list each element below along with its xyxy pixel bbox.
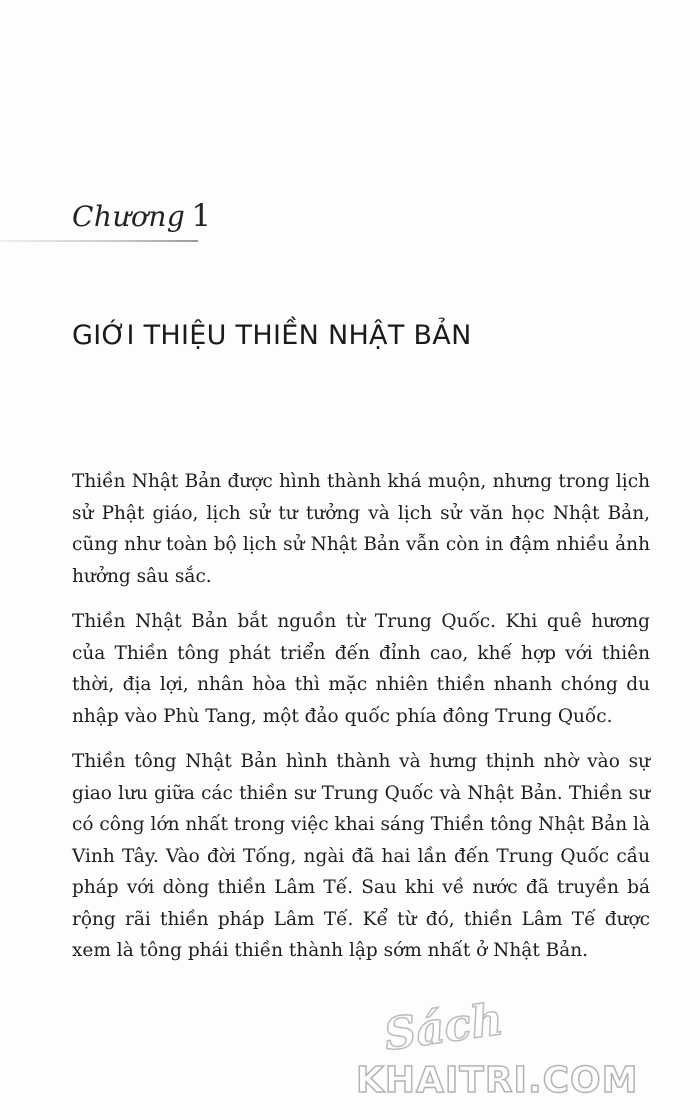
body-text <box>72 466 650 981</box>
watermark-logo <box>356 993 686 1112</box>
paragraph-2: Thiền Nhật Bản bắt nguồn từ Trung Quốc. Khi quê hương của Thiền tông phát triển đến đỉnh cao, khế hợp với thiên thời, địa lợi, nhân hòa thì mặc nhiên thiền nhanh chóng du nhập vào Phù Tang, một đảo quốc phía đông Trung Quốc. <box>72 611 650 727</box>
watermark-script: Sách <box>381 993 507 1062</box>
paragraph-3: Thiền tông Nhật Bản hình thành và hưng thịnh nhờ vào sự giao lưu giữa các thiền sư Trung Quốc và Nhật Bản. Thiền sư có công lớn nhất trong việc khai sáng Thiền tông Nhật Bản là Vinh Tây. Vào đời Tống, ngài đã hai lần đến Trung Quốc cầu pháp với dòng thiền Lâm Tế. Sau khi về nước đã truyền bá rộng rãi thiền pháp Lâm Tế. Kể từ đó, thiền Lâm Tế được xem là tông phái thiền thành lập sớm nhất ở Nhật Bản. <box>72 751 650 961</box>
paragraph-1: Thiền Nhật Bản được hình thành khá muộn, nhưng trong lịch sử Phật giáo, lịch sử tư tưởng và lịch sử văn học Nhật Bản, cũng như toàn bộ lịch sử Nhật Bản vẫn còn in đậm nhiều ảnh hưởng sâu sắc. <box>72 471 650 587</box>
chapter-rule <box>0 240 198 242</box>
chapter-number: 1 <box>191 198 212 234</box>
chapter-label <box>72 198 212 234</box>
chapter-title: GIỚI THIỆU THIỀN NHẬT BẢN <box>72 320 472 351</box>
watermark-brand: KHAITRI.COM <box>356 1060 639 1101</box>
chapter-word: Chương <box>72 200 186 233</box>
chapter-heading <box>0 198 212 246</box>
